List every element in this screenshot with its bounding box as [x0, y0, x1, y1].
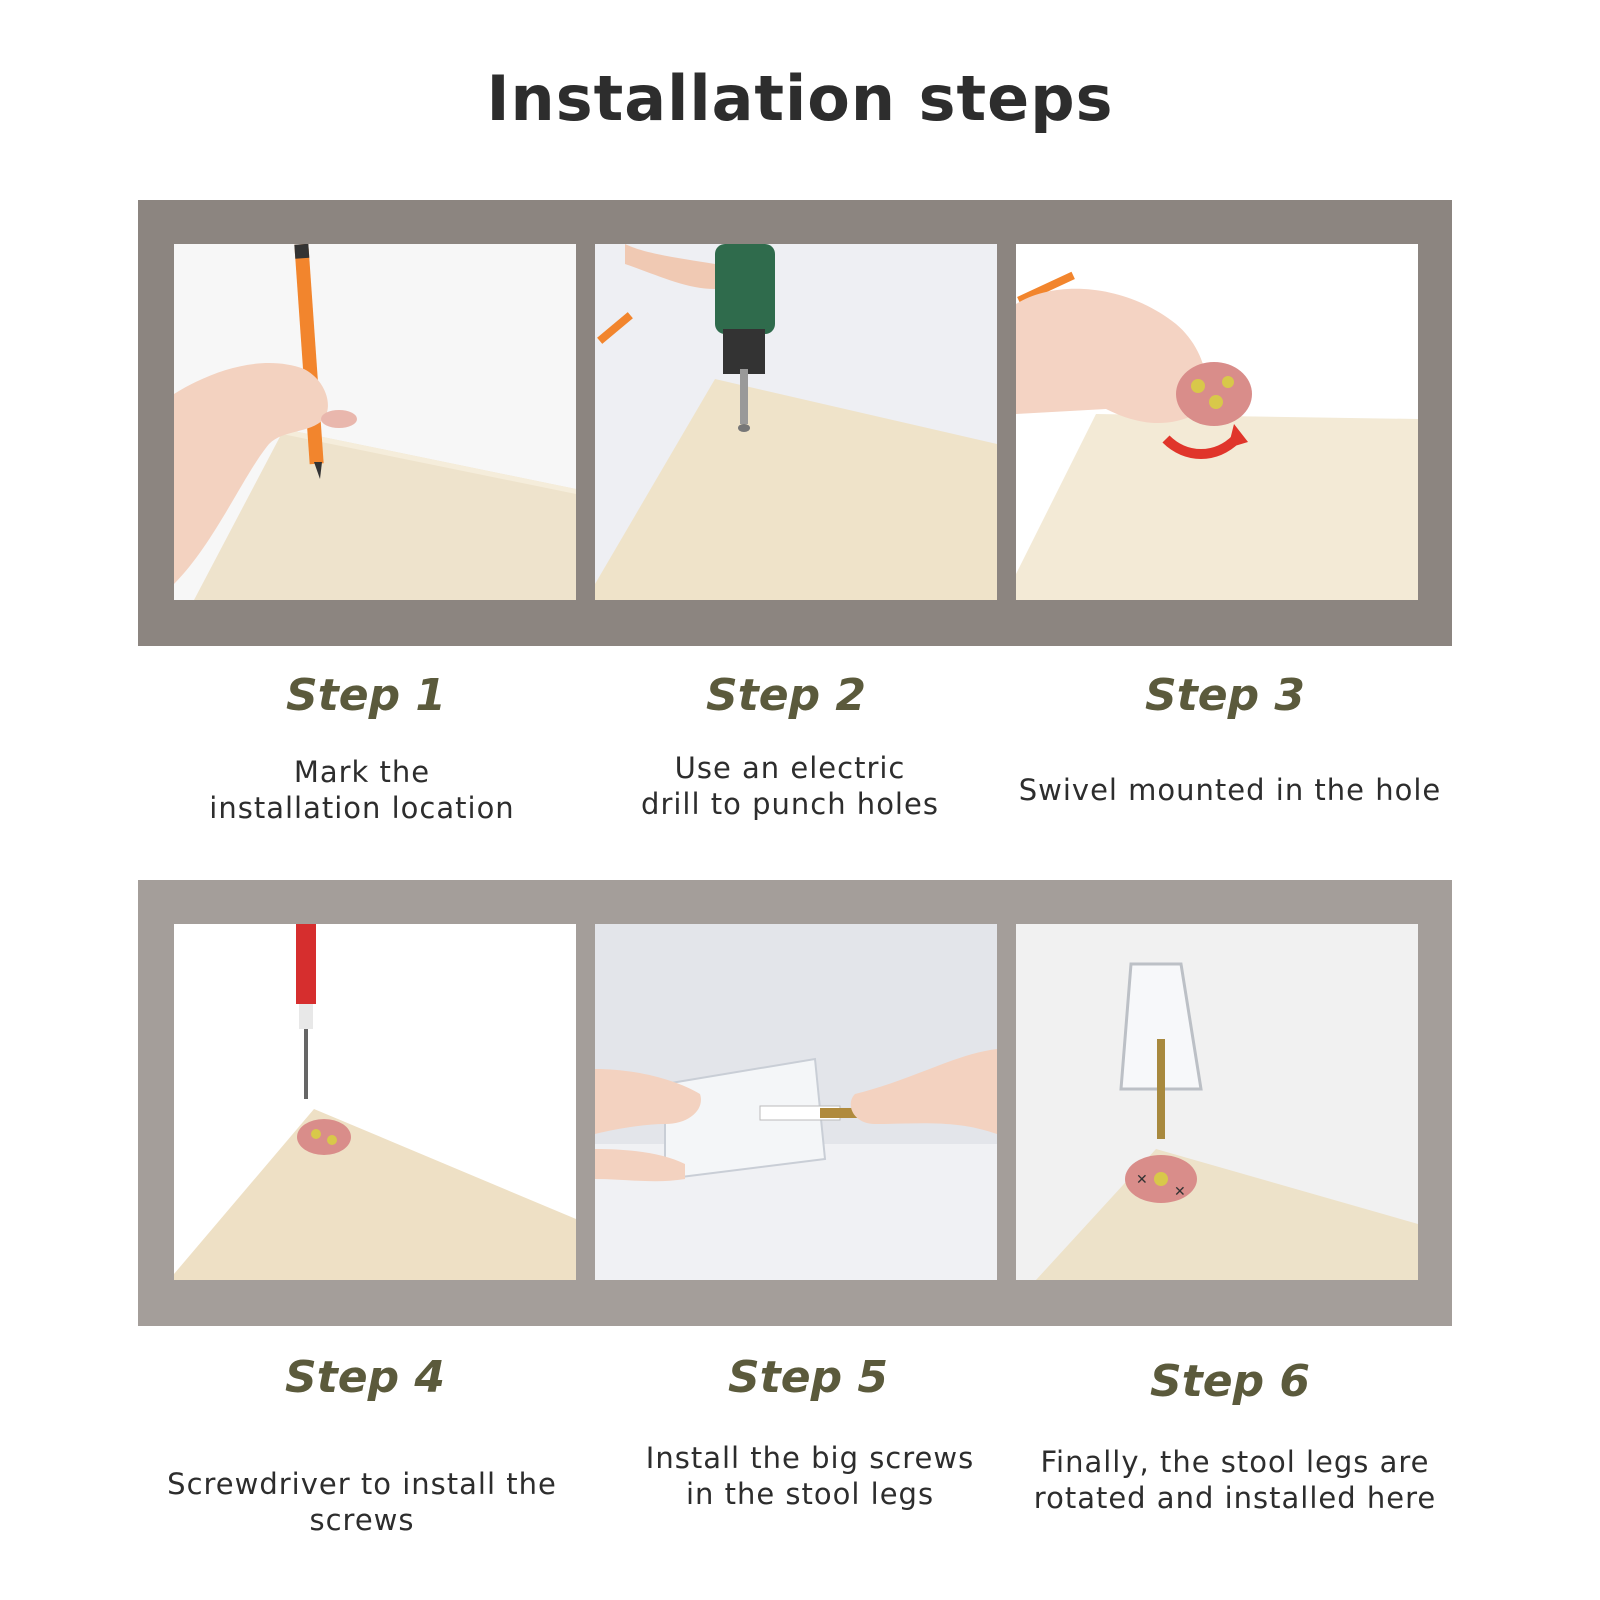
step-1-illustration: [174, 244, 576, 600]
svg-text:✕: ✕: [1136, 1172, 1148, 1188]
step-5-desc-line-1: Install the big screws: [645, 1441, 975, 1475]
step-6-title: Step 6: [1150, 1356, 1310, 1407]
step-5-photo: [595, 924, 997, 1280]
step-6-desc-line-1: Finally, the stool legs are: [1040, 1445, 1430, 1479]
step-4-title: Step 4: [285, 1352, 445, 1403]
step-2-desc-line-2: drill to punch holes: [641, 787, 939, 821]
step-4-description: [112, 1466, 612, 1538]
photo-frame-bottom: [138, 880, 1452, 1326]
step-2-illustration: [595, 244, 997, 600]
step-3-title: Step 3: [1145, 670, 1305, 721]
photo-frame-top: [138, 200, 1452, 646]
step-4-desc-line-1: Screwdriver to install the screws: [167, 1467, 557, 1537]
step-1-title: Step 1: [286, 670, 446, 721]
step-3-illustration: [1016, 244, 1418, 600]
step-4-illustration: [174, 924, 576, 1280]
step-5-desc-line-2: in the stool legs: [685, 1477, 935, 1511]
step-2-description: [540, 750, 1040, 822]
step-4-photo: [174, 924, 576, 1280]
step-5-illustration: [595, 924, 997, 1280]
step-2-title: Step 2: [706, 670, 866, 721]
step-1-description: [112, 754, 612, 826]
step-6-photo: [1016, 924, 1418, 1280]
step-3-photo: [1016, 244, 1418, 600]
step-2-photo: [595, 244, 997, 600]
page-title: Installation steps: [486, 62, 1114, 135]
step-3-desc-line-1: Swivel mounted in the hole: [1018, 773, 1442, 807]
step-1-photo: [174, 244, 576, 600]
step-1-desc-line-2: installation location: [209, 791, 515, 825]
step-1-desc-line-1: Mark the: [293, 755, 431, 789]
svg-text:✕: ✕: [1174, 1184, 1186, 1200]
step-3-description: [980, 772, 1480, 808]
step-6-illustration: [1016, 924, 1418, 1280]
step-6-description: [985, 1444, 1485, 1516]
step-5-title: Step 5: [728, 1352, 888, 1403]
step-2-desc-line-1: Use an electric: [674, 751, 906, 785]
step-6-desc-line-2: rotated and installed here: [1033, 1481, 1437, 1515]
